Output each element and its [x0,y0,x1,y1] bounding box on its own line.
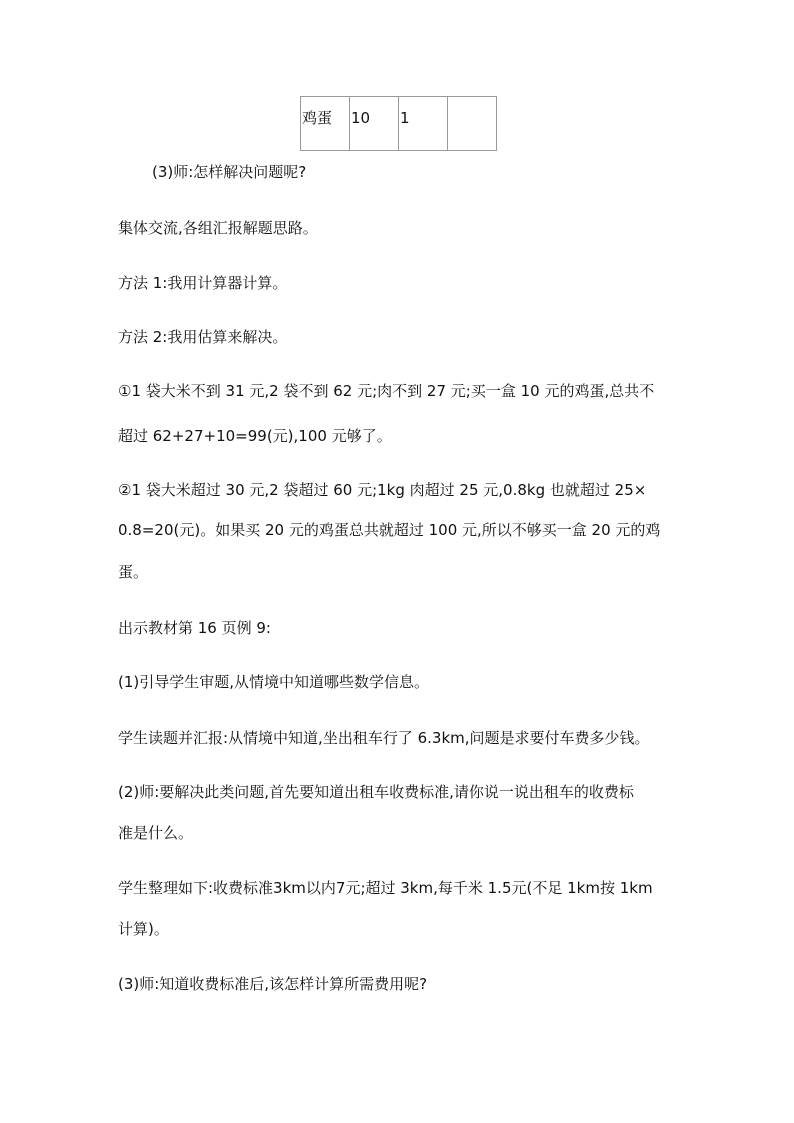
text-line: 蛋。 [118,563,149,581]
text-line: 方法 1:我用计算器计算。 [118,274,288,292]
text-line: 0.8=20(元)。如果买 20 元的鸡蛋总共就超过 100 元,所以不够买一盒 20 元的鸡 [118,521,661,539]
table-cell-quantity: 1 [399,97,448,151]
text-line: (3)师:怎样解决问题呢? [152,163,307,181]
table-cell-item: 鸡蛋 [301,97,350,151]
text-line: ①1 袋大米不到 31 元,2 袋不到 62 元;肉不到 27 元;买一盒 10 元的鸡蛋,总共不 [118,382,655,400]
text-line: 学生整理如下:收费标准3km以内7元;超过 3km,每千米 1.5元(不足 1km按 1km [118,879,653,897]
table-row [301,97,497,151]
text-line: (2)师:要解决此类问题,首先要知道出租车收费标准,请你说一说出租车的收费标 [118,783,634,801]
text-line: (3)师:知道收费标准后,该怎样计算所需费用呢? [118,975,428,993]
text-line: 出示教材第 16 页例 9: [118,619,271,637]
text-line: 方法 2:我用估算来解决。 [118,328,288,346]
text-line: 集体交流,各组汇报解题思路。 [118,219,318,237]
text-line: 学生读题并汇报:从情境中知道,坐出租车行了 6.3km,问题是求要付车费多少钱。 [118,729,650,747]
table-cell-empty [448,97,497,151]
text-line: 超过 62+27+10=99(元),100 元够了。 [118,427,392,445]
text-line: 准是什么。 [118,824,194,842]
text-line: 计算)。 [118,920,169,938]
table-cell-price: 10 [350,97,399,151]
text-line: ②1 袋大米超过 30 元,2 袋超过 60 元;1kg 肉超过 25 元,0.8kg 也就超过 25× [118,481,647,499]
text-line: (1)引导学生审题,从情境中知道哪些数学信息。 [118,673,430,691]
goods-table [300,96,497,151]
